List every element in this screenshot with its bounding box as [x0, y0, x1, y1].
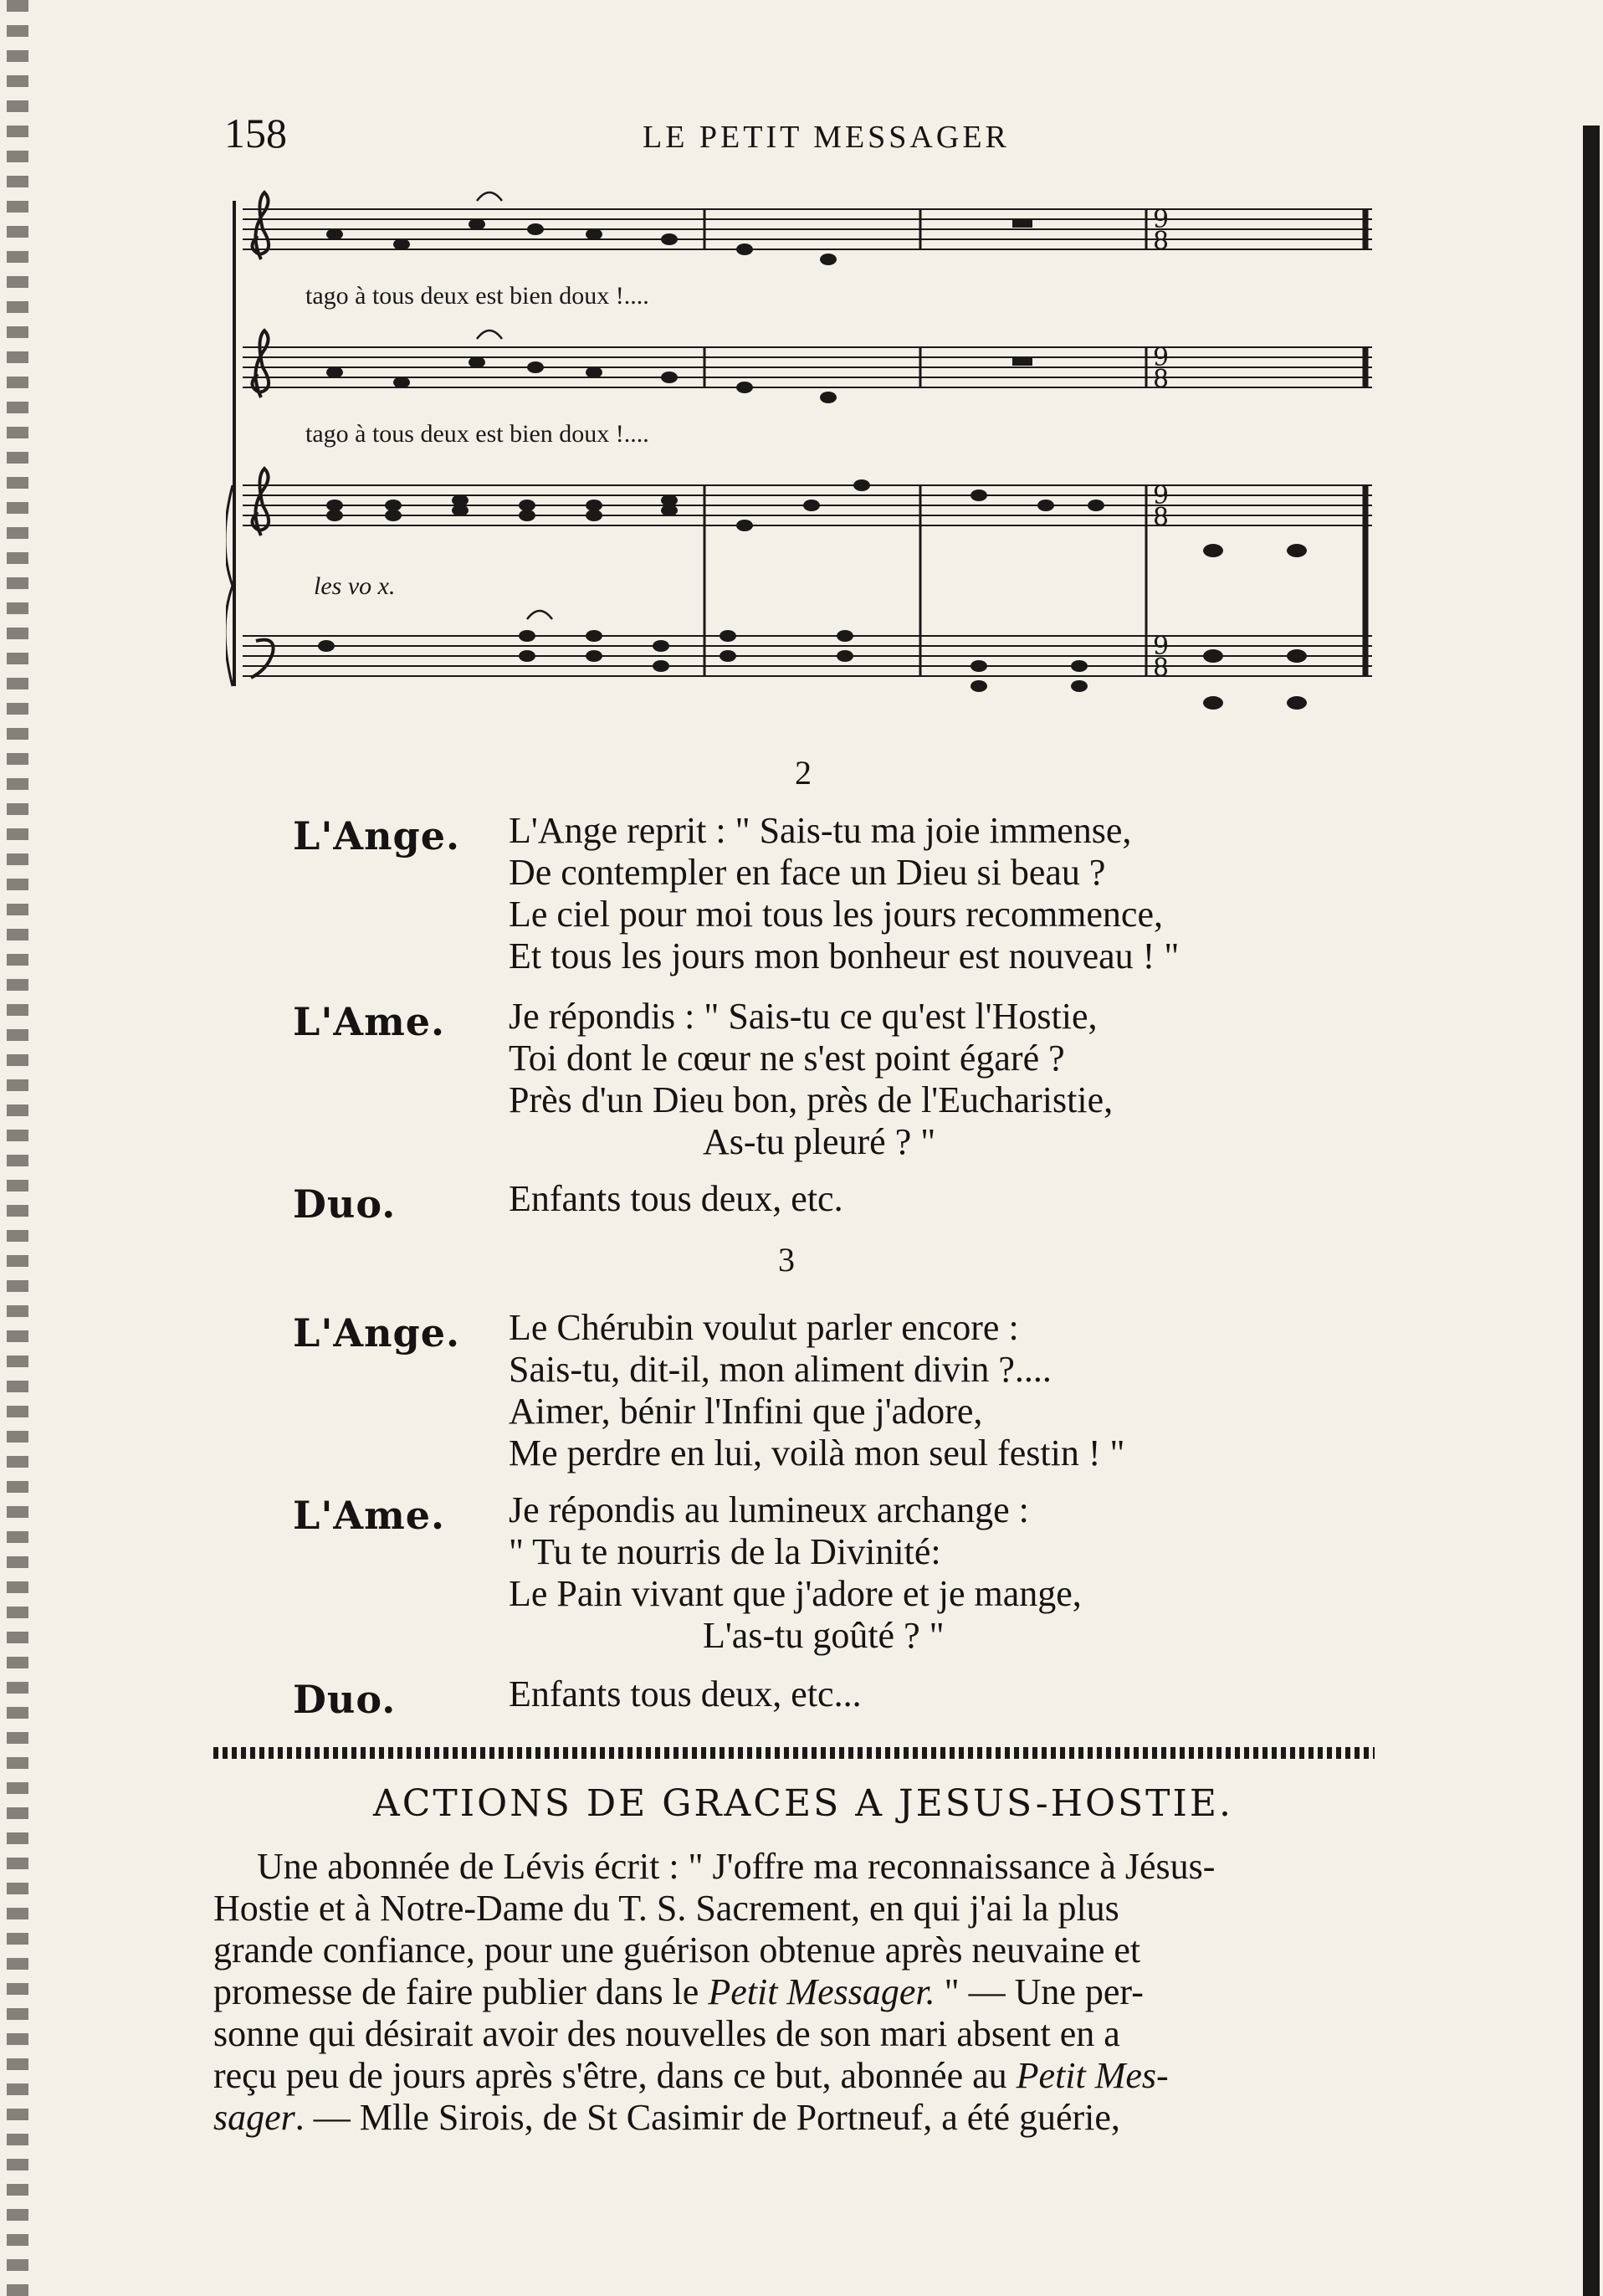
whole-rests [1012, 219, 1032, 366]
svg-text:9: 9 [1153, 481, 1170, 510]
section-title: ACTIONS DE GRACES A JESUS-HOSTIE. [372, 1782, 1233, 1825]
staff-piano-bass [243, 636, 1372, 676]
page-header [224, 109, 1362, 167]
verse-line: Le Chérubin voulut parler encore : [509, 1307, 1019, 1348]
paragraph-line [213, 1971, 1380, 2013]
italic-title: sager [213, 2097, 295, 2138]
scanned-left-edge [7, 0, 28, 2296]
speaker-duo: Duo. [293, 1677, 397, 1722]
verse-line: Me perdre en lui, voilà mon seul festin ! " [509, 1432, 1125, 1473]
speaker-ame: L'Ame. [293, 999, 446, 1044]
verse-line: Aimer, bénir l'Infini que j'adore, [509, 1391, 983, 1432]
time-signatures [1153, 205, 1169, 683]
verse-line: Je répondis : " Sais-tu ce qu'est l'Hostie, [509, 996, 1098, 1037]
staff-voice-2 [243, 347, 1372, 387]
paragraph-text: . — Mlle Sirois, de St Casimir de Portneuf, a été guérie, [294, 2097, 1120, 2138]
verse-line: Enfants tous deux, etc. [509, 1178, 843, 1219]
paragraph-line [213, 1888, 1380, 1930]
paragraph-text: Hostie et à Notre-Dame du T. S. Sacrement, en qui j'ai la plus [213, 1888, 1119, 1929]
stanza-number-3: 3 [778, 1241, 795, 1279]
svg-text:8: 8 [1153, 503, 1170, 532]
svg-text:8: 8 [1153, 653, 1170, 683]
paragraph-text: grande confiance, pour une guérison obtenue après neuvaine et [213, 1930, 1141, 1971]
verse-line: De contempler en face un Dieu si beau ? [509, 852, 1106, 893]
speaker-ange: L'Ange. [293, 813, 461, 858]
score-drawing [226, 167, 1380, 753]
music-score [226, 167, 1380, 753]
verse-line: L'Ange reprit : " Sais-tu ma joie immense, [509, 810, 1132, 851]
lyric-line-1: tago à tous deux est bien doux !.... [305, 282, 649, 310]
verse-lines [509, 810, 1179, 977]
verse-line: Sais-tu, dit-il, mon aliment divin ?.... [509, 1349, 1052, 1390]
verse-line: Toi dont le cœur ne s'est point égaré ? [509, 1038, 1065, 1079]
section-paragraph [213, 1846, 1380, 2139]
scanned-right-edge [1583, 126, 1600, 2296]
verse-line: Enfants tous deux, etc... [509, 1673, 862, 1714]
verse-line: L'as-tu goûté ? " [703, 1615, 945, 1656]
verse-line: Je répondis au lumineux archange : [509, 1489, 1029, 1530]
paragraph-line [213, 2013, 1380, 2055]
paragraph-text: promesse de faire publier dans le [213, 1971, 709, 2012]
lyric-line-2: tago à tous deux est bien doux !.... [305, 420, 649, 448]
verse-lines [509, 1673, 862, 1715]
paragraph-text: sonne qui désirait avoir des nouvelles de son mari absent en a [213, 2013, 1120, 2054]
verse-lines [509, 1489, 1082, 1657]
staff-voice-1 [243, 209, 1372, 249]
page-number: 158 [224, 110, 287, 156]
fermatas [477, 192, 552, 619]
running-title: LE PETIT MESSAGER [643, 120, 1010, 155]
verse-line: Le ciel pour moi tous les jours recommence, [509, 894, 1163, 935]
speaker-duo: Duo. [293, 1181, 397, 1227]
paragraph-text: Une abonnée de Lévis écrit : " J'offre ma reconnaissance à Jésus- [257, 1846, 1216, 1887]
svg-text:8: 8 [1153, 365, 1170, 394]
svg-text:9: 9 [1153, 205, 1170, 234]
svg-text:8: 8 [1153, 227, 1170, 256]
verse-line: Près d'un Dieu bon, près de l'Eucharistie, [509, 1079, 1114, 1120]
paragraph-text: " — Une per- [935, 1971, 1144, 2012]
verse-line: " Tu te nourris de la Divinité: [509, 1531, 941, 1572]
svg-text:9: 9 [1153, 343, 1170, 372]
stanza-number-2: 2 [795, 754, 812, 792]
svg-text:9: 9 [1153, 632, 1170, 661]
clefs [251, 192, 274, 678]
verse-line: Le Pain vivant que j'adore et je mange, [509, 1573, 1082, 1614]
verse-lines [509, 996, 1113, 1163]
verse-lines [509, 1178, 843, 1220]
ornamental-divider [213, 1747, 1375, 1759]
verse-line: Et tous les jours mon bonheur est nouveau ! " [509, 935, 1180, 976]
paragraph-line [213, 2097, 1380, 2139]
speaker-ame: L'Ame. [293, 1493, 446, 1538]
paragraph-line [213, 1846, 1380, 1888]
paragraph-line [213, 1930, 1380, 1971]
paragraph-text: reçu peu de jours après s'être, dans ce but, abonnée au [213, 2055, 1017, 2096]
piano-marking: les vo x. [314, 572, 396, 600]
verse-line: As-tu pleuré ? " [703, 1121, 936, 1162]
speaker-ange: L'Ange. [293, 1310, 461, 1356]
italic-title: Petit Mes- [1016, 2055, 1169, 2096]
verse-lines [509, 1307, 1124, 1474]
italic-title: Petit Messager. [708, 1971, 935, 2012]
paragraph-line [213, 2055, 1380, 2097]
